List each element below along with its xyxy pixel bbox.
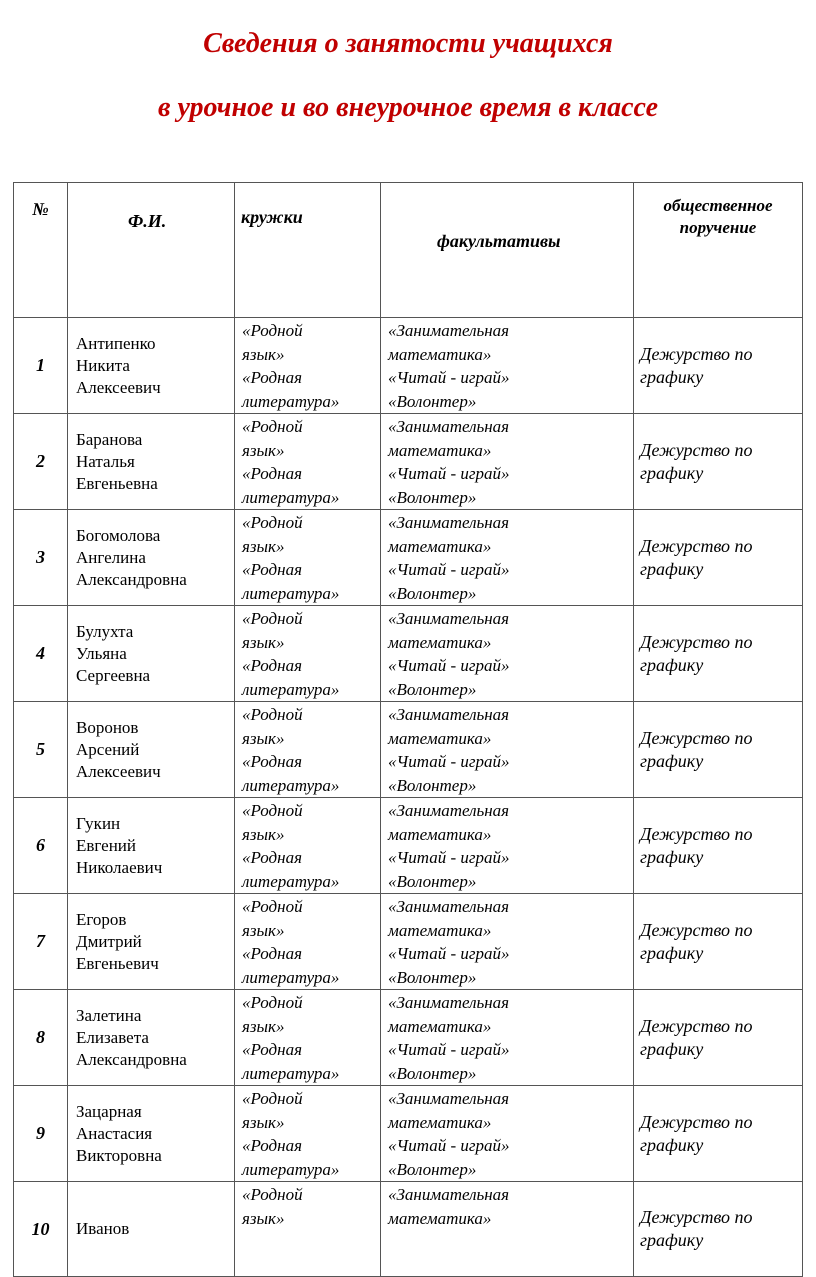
electives-line: математика»	[388, 728, 492, 748]
clubs-cell	[235, 510, 381, 606]
clubs-line: литература»	[242, 967, 340, 987]
assignment-line: Дежурство по	[640, 727, 753, 748]
electives-line: «Читай - играй»	[388, 752, 510, 771]
row-number: 1	[14, 318, 68, 414]
assignment-line: графику	[640, 462, 704, 483]
clubs-line: литература»	[242, 1159, 340, 1179]
clubs-line: литература»	[242, 775, 340, 795]
clubs-line: «Родная	[242, 1040, 302, 1059]
clubs-cell	[235, 1182, 381, 1277]
electives-line: математика»	[388, 1112, 492, 1132]
electives-line: «Читай - играй»	[388, 1136, 510, 1155]
student-name-line: Арсений	[76, 739, 140, 759]
electives-cell	[381, 414, 634, 510]
clubs-cell	[235, 702, 381, 798]
assignment-cell	[634, 1086, 803, 1182]
clubs-line: «Родная	[242, 464, 302, 483]
table-row	[14, 798, 803, 894]
clubs-line: «Родная	[242, 848, 302, 867]
student-name-line: Наталья	[76, 451, 135, 471]
assignment-line: Дежурство по	[640, 1207, 753, 1227]
assignment-cell	[634, 702, 803, 798]
student-name-line: Антипенко	[76, 333, 156, 353]
electives-line: «Занимательная	[388, 897, 510, 916]
row-number: 10	[14, 1182, 68, 1277]
assignment-cell	[634, 606, 803, 702]
student-name-line: Евгеньевна	[76, 473, 158, 493]
clubs-cell	[235, 318, 381, 414]
clubs-cell	[235, 798, 381, 894]
student-name-line: Александровна	[76, 1049, 187, 1069]
clubs-line: «Родной	[242, 513, 303, 532]
clubs-line: язык»	[242, 344, 285, 364]
student-name-cell	[68, 318, 235, 414]
row-number: 2	[14, 414, 68, 510]
clubs-line: «Родной	[242, 801, 303, 820]
row-number: 8	[14, 990, 68, 1086]
clubs-line: литература»	[242, 391, 340, 411]
assignment-line: графику	[640, 846, 704, 867]
clubs-line: язык»	[242, 1112, 285, 1132]
electives-line: «Волонтер»	[388, 871, 477, 891]
employment-table	[13, 182, 803, 1277]
clubs-line: язык»	[242, 920, 285, 940]
student-name-cell	[68, 702, 235, 798]
electives-cell	[381, 1086, 634, 1182]
assignment-line: Дежурство по	[640, 631, 753, 652]
electives-line: «Волонтер»	[388, 583, 477, 603]
electives-line: «Занимательная	[388, 417, 510, 436]
electives-cell	[381, 606, 634, 702]
assignment-line: Дежурство по	[640, 535, 753, 556]
electives-line: «Волонтер»	[388, 1063, 477, 1083]
row-number: 3	[14, 510, 68, 606]
electives-line: математика»	[388, 632, 492, 652]
assignment-line: Дежурство по	[640, 439, 753, 460]
student-name-line: Евгений	[76, 835, 136, 855]
table-row	[14, 606, 803, 702]
student-name-line: Баранова	[76, 429, 143, 449]
table-row	[14, 702, 803, 798]
electives-line: «Занимательная	[388, 1185, 510, 1204]
electives-cell	[381, 510, 634, 606]
student-name-line: Ангелина	[76, 547, 146, 567]
student-name-line: Анастасия	[76, 1123, 153, 1143]
header-clubs: кружки	[235, 183, 381, 318]
assignment-line: Дежурство по	[640, 823, 753, 844]
clubs-line: язык»	[242, 728, 285, 748]
student-name-line: Елизавета	[76, 1027, 149, 1047]
electives-line: «Читай - играй»	[388, 848, 510, 867]
electives-line: математика»	[388, 344, 492, 364]
row-number: 9	[14, 1086, 68, 1182]
clubs-line: «Родной	[242, 993, 303, 1012]
clubs-line: «Родной	[242, 609, 303, 628]
clubs-line: «Родной	[242, 417, 303, 436]
row-number: 7	[14, 894, 68, 990]
student-name-line: Дмитрий	[76, 931, 142, 951]
clubs-line: литература»	[242, 487, 340, 507]
row-number: 4	[14, 606, 68, 702]
student-name-line: Булухта	[76, 621, 134, 641]
assignment-cell	[634, 1182, 803, 1277]
clubs-line: «Родной	[242, 897, 303, 916]
table-row	[14, 1086, 803, 1182]
assignment-cell	[634, 798, 803, 894]
clubs-line: «Родной	[242, 1185, 303, 1204]
assignment-cell	[634, 510, 803, 606]
clubs-line: «Родная	[242, 656, 302, 675]
clubs-line: язык»	[242, 536, 285, 556]
student-name-cell	[68, 510, 235, 606]
table-row	[14, 414, 803, 510]
clubs-line: язык»	[242, 1016, 285, 1036]
electives-line: «Занимательная	[388, 801, 510, 820]
table-row	[14, 1182, 803, 1277]
assignment-line: графику	[640, 1038, 704, 1059]
clubs-cell	[235, 990, 381, 1086]
electives-cell	[381, 894, 634, 990]
assignment-line: графику	[640, 1230, 704, 1250]
electives-line: математика»	[388, 824, 492, 844]
electives-cell	[381, 990, 634, 1086]
student-name-cell	[68, 1086, 235, 1182]
electives-line: «Волонтер»	[388, 487, 477, 507]
student-name-line: Алексеевич	[76, 377, 161, 397]
electives-line: «Читай - играй»	[388, 944, 510, 963]
electives-line: «Волонтер»	[388, 775, 477, 795]
page-title: Сведения о занятости учащихся	[203, 28, 613, 59]
clubs-line: «Родной	[242, 321, 303, 340]
assignment-cell	[634, 990, 803, 1086]
row-number: 5	[14, 702, 68, 798]
clubs-line: язык»	[242, 824, 285, 844]
clubs-line: «Родная	[242, 752, 302, 771]
electives-line: «Волонтер»	[388, 1159, 477, 1179]
electives-line: «Занимательная	[388, 321, 510, 340]
row-number: 6	[14, 798, 68, 894]
student-name-line: Залетина	[76, 1005, 142, 1025]
clubs-line: «Родная	[242, 1136, 302, 1155]
student-name-line: Гукин	[76, 813, 121, 833]
clubs-cell	[235, 1086, 381, 1182]
electives-line: «Занимательная	[388, 705, 510, 724]
clubs-line: «Родной	[242, 1089, 303, 1108]
clubs-line: литература»	[242, 1063, 340, 1083]
clubs-line: «Родная	[242, 560, 302, 579]
student-name-cell	[68, 894, 235, 990]
student-name-line: Евгеньевич	[76, 953, 159, 973]
clubs-line: «Родной	[242, 705, 303, 724]
assignment-line: графику	[640, 1134, 704, 1155]
electives-cell	[381, 318, 634, 414]
clubs-line: язык»	[242, 440, 285, 460]
assignment-cell	[634, 894, 803, 990]
table-header-row	[14, 183, 803, 318]
clubs-line: литература»	[242, 871, 340, 891]
electives-line: математика»	[388, 1016, 492, 1036]
assignment-cell	[634, 318, 803, 414]
electives-line: «Занимательная	[388, 609, 510, 628]
student-name-cell	[68, 1182, 235, 1277]
student-name-line: Зацарная	[76, 1101, 142, 1121]
assignment-line: Дежурство по	[640, 1015, 753, 1036]
student-name-line: Николаевич	[76, 857, 163, 877]
header-assignment-line2: поручение	[679, 218, 757, 237]
assignment-line: Дежурство по	[640, 343, 753, 364]
electives-line: «Занимательная	[388, 513, 510, 532]
table-body	[14, 318, 803, 1277]
electives-line: «Волонтер»	[388, 967, 477, 987]
student-name-line: Иванов	[76, 1219, 130, 1238]
student-name-cell	[68, 414, 235, 510]
clubs-line: литература»	[242, 679, 340, 699]
electives-line: «Читай - играй»	[388, 1040, 510, 1059]
assignment-line: графику	[640, 558, 704, 579]
assignment-cell	[634, 414, 803, 510]
clubs-line: литература»	[242, 583, 340, 603]
clubs-line: «Родная	[242, 368, 302, 387]
electives-line: «Занимательная	[388, 1089, 510, 1108]
header-name: Ф.И.	[68, 183, 235, 318]
student-name-cell	[68, 990, 235, 1086]
electives-cell	[381, 702, 634, 798]
electives-line: «Читай - играй»	[388, 560, 510, 579]
student-name-line: Викторовна	[76, 1145, 162, 1165]
assignment-line: графику	[640, 366, 704, 387]
page-subtitle: в урочное и во внеурочное время в классе	[157, 92, 659, 123]
table-row	[14, 990, 803, 1086]
assignment-line: графику	[640, 654, 704, 675]
assignment-line: графику	[640, 750, 704, 771]
student-name-line: Сергеевна	[76, 665, 151, 685]
header-assignment	[634, 183, 803, 318]
electives-line: математика»	[388, 440, 492, 460]
student-name-line: Ульяна	[76, 643, 127, 663]
table-row	[14, 894, 803, 990]
student-name-line: Воронов	[76, 717, 139, 737]
student-name-cell	[68, 606, 235, 702]
header-electives: факультативы	[381, 183, 634, 318]
header-number: №	[14, 183, 68, 318]
electives-line: «Читай - играй»	[388, 368, 510, 387]
clubs-line: язык»	[242, 632, 285, 652]
header-assignment-line1: общественное	[663, 196, 773, 215]
electives-line: «Волонтер»	[388, 391, 477, 411]
electives-line: «Читай - играй»	[388, 656, 510, 675]
electives-cell	[381, 798, 634, 894]
student-name-cell	[68, 798, 235, 894]
student-name-line: Александровна	[76, 569, 187, 589]
electives-line: «Волонтер»	[388, 679, 477, 699]
electives-line: «Читай - играй»	[388, 464, 510, 483]
assignment-line: Дежурство по	[640, 919, 753, 940]
table-row	[14, 510, 803, 606]
student-name-line: Егоров	[76, 909, 127, 929]
student-name-line: Богомолова	[76, 525, 161, 545]
table-row	[14, 318, 803, 414]
clubs-cell	[235, 894, 381, 990]
student-name-line: Алексеевич	[76, 761, 161, 781]
electives-line: «Занимательная	[388, 993, 510, 1012]
electives-cell	[381, 1182, 634, 1277]
electives-line: математика»	[388, 536, 492, 556]
assignment-line: графику	[640, 942, 704, 963]
electives-line: математика»	[388, 1208, 492, 1228]
electives-line: математика»	[388, 920, 492, 940]
clubs-line: «Родная	[242, 944, 302, 963]
assignment-line: Дежурство по	[640, 1111, 753, 1132]
clubs-cell	[235, 414, 381, 510]
clubs-line: язык»	[242, 1208, 285, 1228]
clubs-cell	[235, 606, 381, 702]
student-name-line: Никита	[76, 355, 130, 375]
